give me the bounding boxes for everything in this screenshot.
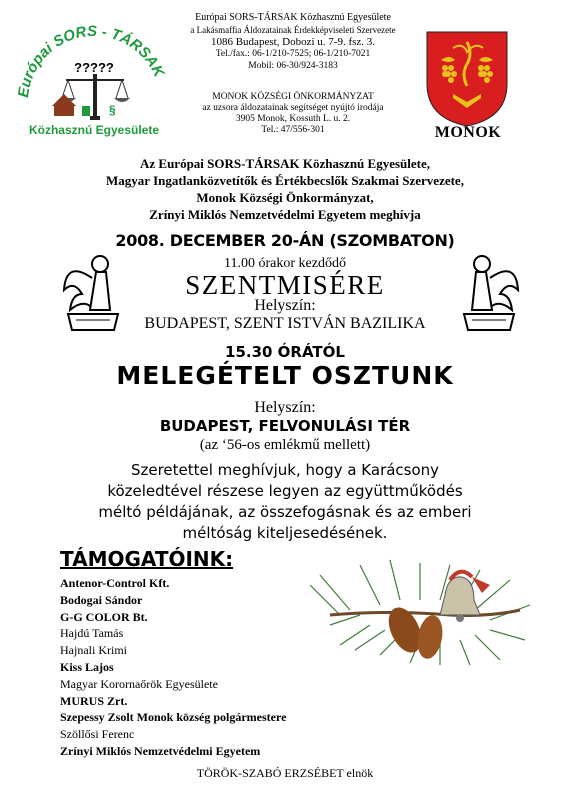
supporter-item: Antenor-Control Kft. [60, 576, 170, 590]
svg-text:§: § [109, 103, 116, 117]
message-line: Szeretettel meghívjuk, hogy a Karácsony [130, 461, 440, 479]
org-address: 1086 Budapest, Dobozi u. 7-9. fsz. 3. [210, 36, 376, 48]
logo-arc-text: Európai SORS - TÁRSAK [15, 22, 168, 99]
mass-title: SZENTMISÉRE [185, 270, 385, 300]
org-contact-block [178, 12, 408, 72]
supporter-item: Zrínyi Miklós Nemzetvédelmi Egyetem [60, 743, 261, 758]
location1-label: Helyszín: [254, 297, 316, 314]
location2-label: Helyszín: [254, 399, 316, 416]
christmas-pine-bell-icon [300, 555, 540, 670]
supporters-heading: TÁMOGATÓINK: [60, 547, 234, 571]
location1: BUDAPEST, SZENT ISTVÁN BAZILIKA [144, 315, 426, 332]
logo-bottom-text: Közhasznú Egyesülete [28, 123, 160, 137]
location2-note: (az ‘56-os emlékmű mellett) [199, 437, 371, 453]
location2: BUDAPEST, FELVONULÁSI TÉR [159, 417, 411, 435]
municipality-phone: Tel.: 47/556-301 [261, 125, 325, 135]
supporter-item: Magyar Korornaőrök Egyesülete [60, 676, 218, 691]
supporter-item: Hajnali Krimi [60, 643, 127, 658]
municipality-contact-block [178, 92, 408, 136]
message-line: méltóság kiteljesedésének. [182, 524, 388, 542]
invitation-text [30, 155, 540, 223]
supporter-item: Hajdú Tamás [60, 626, 124, 641]
municipality-name: MONOK KÖZSÉGI ÖNKORMÁNYZAT [212, 92, 374, 102]
invite-line: Magyar Ingatlanközvetítők és Értékbecslők Szakmai Szervezete, [106, 173, 464, 188]
monok-crest-icon [423, 28, 511, 128]
org-logo [14, 10, 174, 140]
mass-time: 11.00 órakor kezdődő [224, 256, 346, 271]
meal-title: MELEGÉTELT OSZTUNK [116, 361, 454, 390]
municipality-subtitle: az uzsora áldozatainak segítséget nyújtó irodája [202, 103, 384, 113]
org-mobile: Mobil: 06-30/924-3183 [248, 61, 338, 71]
message-line: közeledtével részese legyen az együttműködés [107, 482, 463, 500]
supporter-item: Bodogai Sándor [60, 592, 143, 607]
supporter-item: Szepessy Zsolt Monok község polgármestere [60, 710, 287, 725]
org-name: Európai SORS-TÁRSAK Közhasznú Egyesülete [195, 12, 391, 23]
municipality-address: 3905 Monok, Kossuth L. u. 2. [235, 114, 351, 124]
event-date: 2008. DECEMBER 20-ÁN (SZOMBATON) [115, 231, 455, 250]
org-subtitle: a Lakásmaffia Áldozatainak Érdekképviseleti Szervezete [190, 25, 396, 35]
invite-line: Monok Községi Önkormányzat, [196, 190, 374, 205]
invite-line: Az Európai SORS-TÁRSAK Közhasznú Egyesülete, [140, 156, 430, 171]
supporter-item: Kiss Lajos [60, 659, 114, 674]
supporter-item: MURUS Zrt. [60, 693, 128, 708]
meal-time: 15.30 ÓRÁTÓL [225, 343, 345, 361]
supporter-item: Szöllősi Ferenc [60, 727, 135, 742]
invite-line: Zrínyi Miklós Nemzetvédelmi Egyetem meghívja [149, 207, 421, 222]
org-phone: Tel./fax.: 06-1/210-7525; 06-1/210-7021 [215, 49, 371, 59]
supporter-item: G-G COLOR Bt. [60, 609, 148, 624]
invitation-message [70, 460, 500, 544]
message-line: méltó példájának, az összefogásnak és az emberi [98, 503, 472, 521]
crest-label: MONOK [434, 124, 502, 141]
signature-line: TÖRÖK-SZABÓ ERZSÉBET elnök [196, 766, 374, 780]
logo-question-marks: ????? [74, 60, 114, 75]
